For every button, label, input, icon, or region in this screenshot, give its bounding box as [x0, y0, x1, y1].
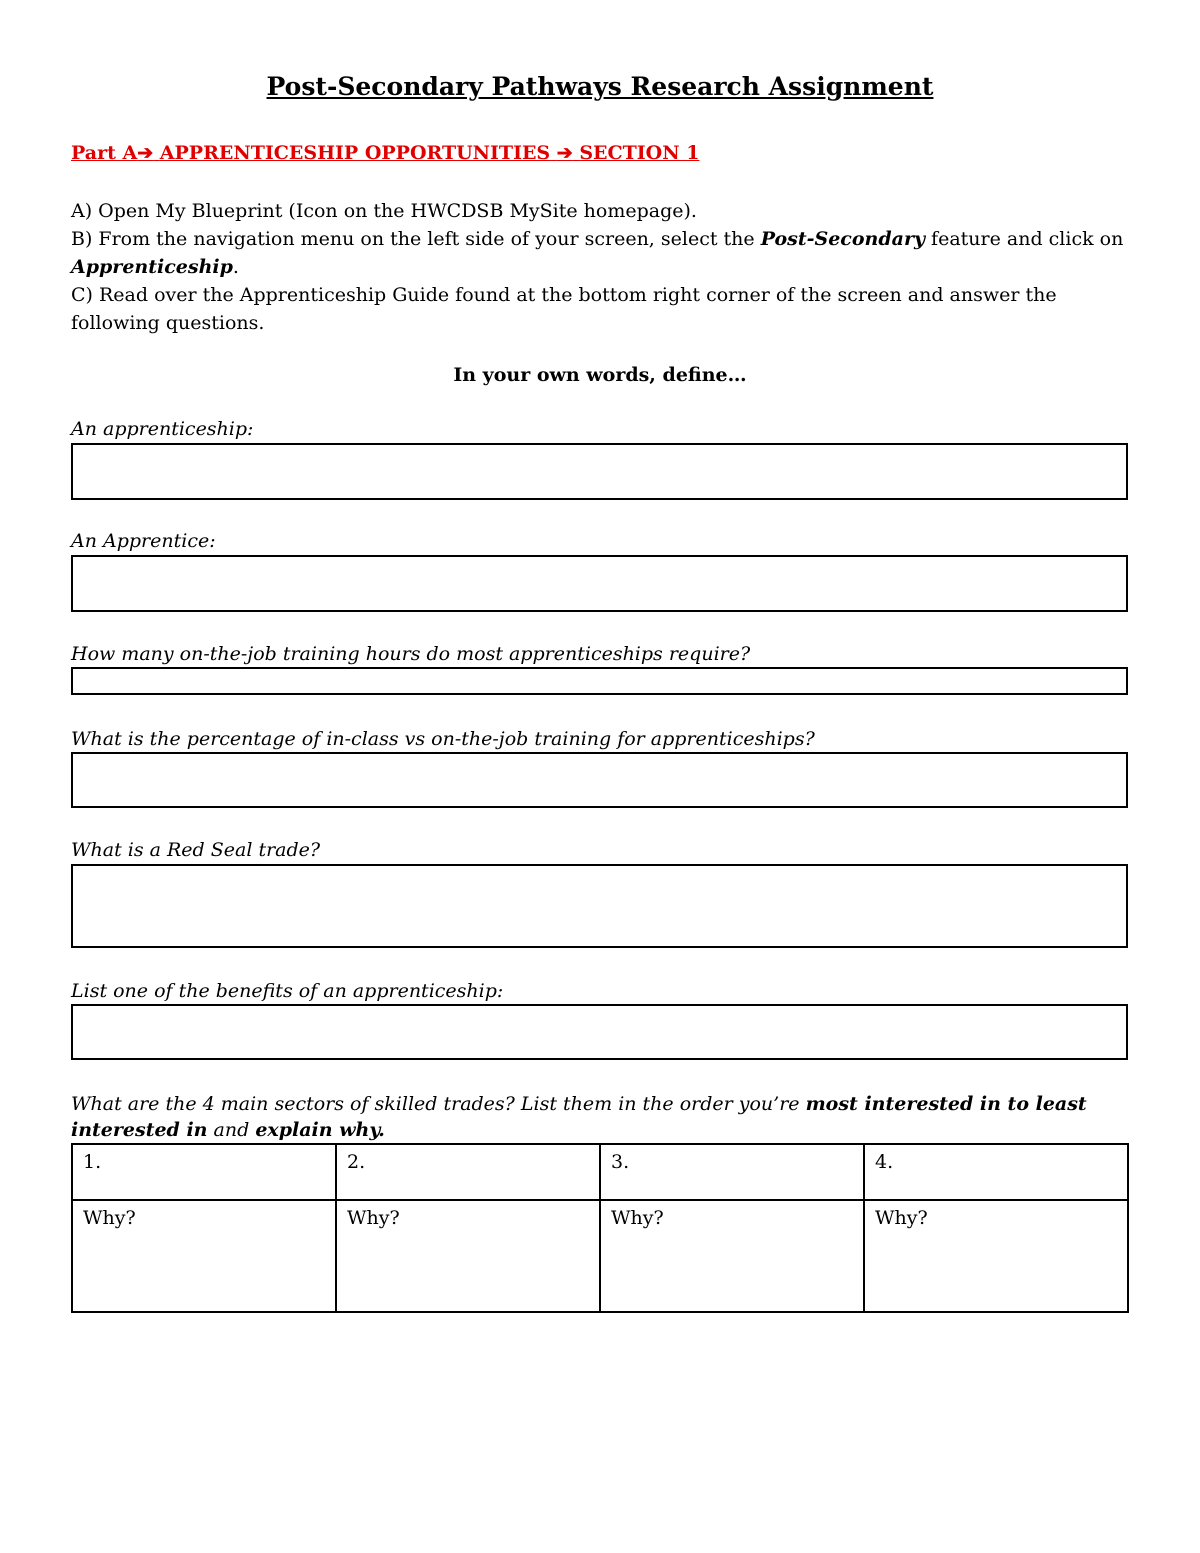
instruction-a: A) Open My Blueprint (Icon on the HWCDSB MySite homepage).: [71, 200, 697, 222]
instruction-b-text: B) From the navigation menu on the left side of your screen, select the: [71, 228, 761, 250]
answer-field[interactable]: [71, 443, 1128, 500]
instruction-b-emphasis: Post-Secondary: [760, 228, 926, 250]
table-cell[interactable]: 4.: [864, 1144, 1128, 1200]
instructions: [71, 197, 1131, 337]
question-label: What is a Red Seal trade?: [71, 839, 321, 861]
question-label: How many on-the-job training hours do most apprenticeships require?: [71, 643, 751, 665]
sectors-question: [71, 1091, 1131, 1143]
sectors-question-text: and: [207, 1119, 256, 1141]
table-cell[interactable]: Why?: [336, 1200, 600, 1312]
part-label: Part A: [71, 142, 138, 164]
table-cell[interactable]: Why?: [72, 1200, 336, 1312]
instruction-b: [71, 225, 1131, 281]
question-label: An Apprentice:: [71, 530, 216, 552]
table-cell[interactable]: 2.: [336, 1144, 600, 1200]
answer-field[interactable]: [71, 555, 1128, 612]
define-heading: In your own words, define…: [453, 364, 747, 386]
answer-field[interactable]: [71, 1004, 1128, 1060]
instruction-b-text: .: [232, 256, 239, 278]
table-row: [72, 1200, 1128, 1312]
section-name: APPRENTICESHIP OPPORTUNITIES: [159, 142, 551, 164]
question-label: An apprenticeship:: [71, 418, 254, 440]
sectors-question-text: What are the 4 main sectors of skilled trades? List them in the order you’re: [71, 1093, 806, 1115]
table-cell[interactable]: Why?: [864, 1200, 1128, 1312]
page-title: Post-Secondary Pathways Research Assignment: [266, 72, 934, 101]
part-heading: [71, 142, 699, 164]
table-cell[interactable]: 1.: [72, 1144, 336, 1200]
table-cell[interactable]: 3.: [600, 1144, 864, 1200]
section-number: SECTION 1: [579, 142, 700, 164]
sectors-table: [71, 1143, 1129, 1313]
question-label: List one of the benefits of an apprenticeship:: [71, 980, 504, 1002]
answer-field[interactable]: [71, 752, 1128, 808]
answer-field[interactable]: [71, 667, 1128, 695]
sectors-question-emphasis: explain why.: [255, 1119, 385, 1141]
table-cell[interactable]: Why?: [600, 1200, 864, 1312]
table-row: [72, 1144, 1128, 1200]
sectors-question-emphasis: most interested in to least interested in: [71, 1093, 1087, 1141]
question-label: What is the percentage of in-class vs on-the-job training for apprenticeships?: [71, 728, 815, 750]
arrow-icon: ➔: [556, 142, 573, 164]
answer-field[interactable]: [71, 864, 1128, 948]
instruction-b-emphasis: Apprenticeship: [71, 256, 233, 278]
arrow-icon: ➔: [137, 142, 154, 164]
instruction-b-text: feature and click on: [925, 228, 1124, 250]
instruction-c: C) Read over the Apprenticeship Guide found at the bottom right corner of the screen and answer the following questions.: [71, 284, 1057, 334]
